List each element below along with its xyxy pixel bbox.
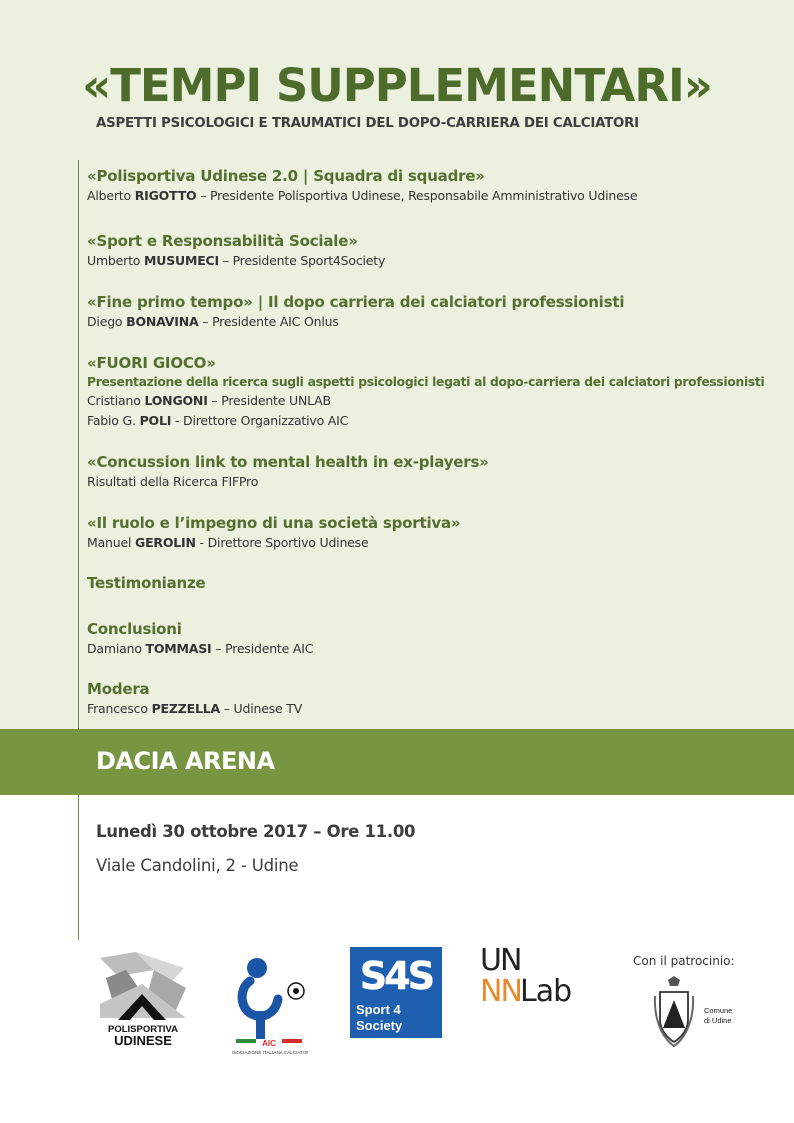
- venue-name: DACIA ARENA: [96, 747, 275, 775]
- program-item-title: Modera: [87, 680, 150, 698]
- program-item: [87, 231, 385, 271]
- speaker-line: [87, 391, 764, 411]
- program-item: [87, 513, 460, 553]
- sport4society-logo: [350, 947, 442, 1038]
- unlab-top: UN: [480, 944, 521, 978]
- speaker-first-name: Cristiano: [87, 393, 145, 408]
- program-item-title: «Concussion link to mental health in ex-players»: [87, 453, 489, 471]
- aic-logo: [232, 953, 308, 1061]
- speaker-role: – Presidente Sport4Society: [218, 253, 386, 268]
- event-title: «TEMPI SUPPLEMENTARI»: [82, 59, 712, 112]
- event-date: Lunedì 30 ottobre 2017 – Ore 11.00: [96, 822, 416, 841]
- speaker-last-name: TOMMASI: [145, 641, 212, 656]
- speaker-first-name: Manuel: [87, 535, 136, 550]
- polisportiva-logo-line1: POLISPORTIVA: [107, 1024, 179, 1035]
- speaker-line: [87, 186, 637, 206]
- s4s-line1: Sport 4: [356, 1002, 401, 1017]
- program-item-title: «Fine primo tempo» | Il dopo carriera dei calciatori professionisti: [87, 293, 625, 311]
- speaker-first-name: Fabio G.: [87, 413, 140, 428]
- event-subtitle: ASPETTI PSICOLOGICI E TRAUMATICI DEL DOPO-CARRIERA DEI CALCIATORI: [96, 116, 639, 131]
- comune-crest-icon: [652, 976, 742, 1048]
- comune-line1: Comune: [704, 1006, 733, 1015]
- unlab-bottom-left: NN: [480, 974, 521, 1006]
- speaker-first-name: Francesco: [87, 701, 152, 716]
- speaker-first-name: Umberto: [87, 253, 145, 268]
- program-item-title: «Sport e Responsabilità Sociale»: [87, 232, 358, 250]
- speaker-line: [87, 639, 313, 659]
- program-item: [87, 292, 624, 332]
- speaker-first-name: Alberto: [87, 188, 135, 203]
- program-item: [87, 452, 489, 492]
- s4s-mark: S4S: [359, 954, 433, 998]
- speaker-last-name: GEROLIN: [135, 535, 196, 550]
- speaker-line: [87, 312, 624, 332]
- accent-line: [78, 160, 79, 940]
- speaker-last-name: RIGOTTO: [134, 188, 197, 203]
- speaker-last-name: PEZZELLA: [151, 701, 220, 716]
- speaker-last-name: POLI: [139, 413, 172, 428]
- program-item: [87, 573, 206, 593]
- aic-mark: AIC: [262, 1039, 276, 1048]
- program-item: [87, 353, 764, 431]
- speaker-role: – Udinese TV: [219, 701, 303, 716]
- speaker-line: [87, 251, 385, 271]
- aic-caption: ASSOCIAZIONE ITALIANA CALCIATORI: [232, 1050, 308, 1055]
- program-item: [87, 166, 637, 206]
- s4s-emblem: [350, 947, 442, 1038]
- program-item-title: «Il ruolo e l’impegno di una società sportiva»: [87, 514, 461, 532]
- speaker-last-name: MUSUMECI: [144, 253, 219, 268]
- program-item-subtitle: Presentazione della ricerca sugli aspetti psicologici legati al dopo-carriera dei calciatori professionisti: [87, 375, 765, 389]
- speaker-last-name: BONAVINA: [126, 314, 199, 329]
- speaker-line: [87, 533, 460, 553]
- patronage-label: Con il patrocinio:: [633, 954, 735, 968]
- speaker-role: – Presidente AIC: [211, 641, 314, 656]
- unlab-bottom-right: Lab: [520, 974, 572, 1006]
- speaker-role: - Direttore Sportivo Udinese: [195, 535, 369, 550]
- unlab-logo: [480, 944, 584, 1006]
- s4s-line2: Society: [356, 1018, 403, 1033]
- polisportiva-udinese-logo: [96, 948, 191, 1048]
- program-item-title: «FUORI GIOCO»: [87, 354, 216, 372]
- event-address: Viale Candolini, 2 - Udine: [96, 856, 299, 875]
- speaker-first-name: Diego: [87, 314, 127, 329]
- speaker-line: [87, 699, 302, 719]
- program-item-title: Testimonianze: [87, 574, 206, 592]
- comune-di-udine-logo: [652, 976, 742, 1048]
- program-item: [87, 619, 313, 659]
- speaker-role: – Presidente AIC Onlus: [198, 314, 339, 329]
- polisportiva-udinese-emblem: [96, 948, 191, 1048]
- speaker-line: [87, 411, 764, 431]
- speaker-role: – Presidente Polisportiva Udinese, Responsabile Amministrativo Udinese: [196, 188, 638, 203]
- program-item-title: «Polisportiva Udinese 2.0 | Squadra di squadre»: [87, 167, 485, 185]
- speaker-first-name: Damiano: [87, 641, 146, 656]
- program-item-text: Risultati della Ricerca FIFPro: [87, 474, 259, 489]
- speaker-last-name: LONGONI: [144, 393, 208, 408]
- unlab-emblem: [480, 944, 584, 1006]
- aic-emblem: [232, 953, 308, 1061]
- speaker-role: – Presidente UNLAB: [207, 393, 331, 408]
- speaker-role: - Direttore Organizzativo AIC: [171, 413, 349, 428]
- comune-line2: di Udine: [704, 1016, 732, 1025]
- program-item-title: Conclusioni: [87, 620, 182, 638]
- polisportiva-logo-line2: UDINESE: [114, 1033, 172, 1048]
- program-item: [87, 679, 302, 719]
